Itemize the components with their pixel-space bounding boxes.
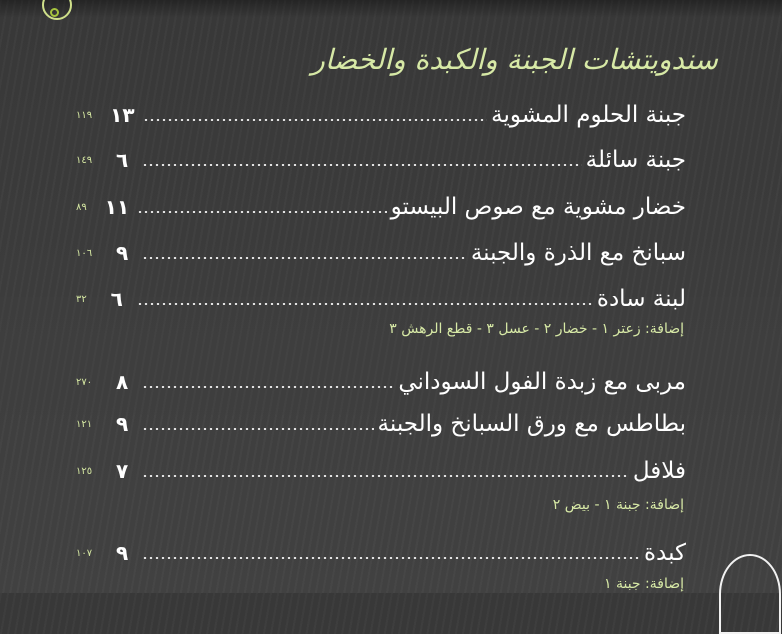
menu-item-price: ٩ bbox=[116, 412, 129, 436]
menu-item-price: ٧ bbox=[116, 459, 129, 483]
menu-item-row bbox=[76, 534, 686, 572]
menu-item-calories: ١٢١ bbox=[76, 418, 93, 430]
menu-item-row bbox=[76, 234, 686, 272]
menu-item-calories: ١٤٩ bbox=[76, 154, 93, 166]
menu-item-price: ٩ bbox=[116, 541, 129, 565]
menu-item-addons: إضافة: جبنة ١ - بيض ٢ bbox=[552, 497, 684, 513]
menu-item-price: ٦ bbox=[110, 287, 123, 311]
leader-dots bbox=[137, 211, 386, 213]
menu-item-row bbox=[76, 188, 686, 226]
menu-item-row bbox=[76, 405, 686, 443]
leader-dots bbox=[142, 428, 373, 430]
menu-item-calories: ٨٩ bbox=[76, 201, 87, 213]
leader-dots bbox=[142, 557, 640, 559]
decorative-arc bbox=[719, 554, 781, 634]
menu-item-row bbox=[76, 141, 686, 179]
menu-item-row bbox=[76, 96, 686, 134]
leader-dots bbox=[137, 303, 593, 305]
leader-dots bbox=[143, 119, 488, 121]
menu-item-name: جبنة الحلوم المشوية bbox=[491, 102, 686, 128]
leader-dots bbox=[142, 257, 467, 259]
menu-item-name: لبنة سادة bbox=[596, 286, 686, 312]
menu-item-price: ١٣ bbox=[110, 103, 135, 127]
menu-item-calories: ١١٩ bbox=[76, 109, 93, 121]
menu-item-price: ٦ bbox=[116, 148, 129, 172]
menu-item-name: سبانخ مع الذرة والجبنة bbox=[470, 240, 686, 266]
menu-item-name: فلافل bbox=[632, 458, 686, 484]
menu-item-price: ١١ bbox=[104, 195, 130, 219]
menu-item-calories: ١٢٥ bbox=[76, 465, 93, 477]
menu-item-calories: ٣٢ bbox=[76, 293, 87, 305]
menu-item-price: ٨ bbox=[116, 370, 129, 394]
menu-item-calories: ٢٧٠ bbox=[76, 376, 93, 388]
menu-item-addons: إضافة: جبنة ١ bbox=[604, 576, 684, 592]
menu-item-name: جبنة سائلة bbox=[585, 147, 686, 173]
leader-dots bbox=[142, 386, 394, 388]
leader-dots bbox=[142, 164, 582, 166]
menu-item-price: ٩ bbox=[116, 241, 129, 265]
menu-item-name: كبدة bbox=[643, 540, 686, 566]
logo-dot-icon bbox=[50, 8, 59, 17]
menu-item-name: مربى مع زبدة الفول السوداني bbox=[398, 369, 686, 395]
menu-item-row bbox=[76, 452, 686, 490]
menu-item-addons: إضافة: زعتر ١ - خضار ٢ - عسل ٣ - قطع الرهش ٣ bbox=[389, 321, 684, 337]
top-band bbox=[0, 0, 782, 18]
menu-item-name: خضار مشوية مع صوص البيستو bbox=[390, 194, 686, 220]
leader-dots bbox=[142, 475, 629, 477]
menu-item-calories: ١٠٧ bbox=[76, 547, 93, 559]
menu-item-row bbox=[76, 363, 686, 401]
menu-item-name: بطاطس مع ورق السبانخ والجبنة bbox=[377, 411, 686, 437]
menu-item-row bbox=[76, 280, 686, 318]
menu-item-calories: ١٠٦ bbox=[76, 247, 93, 259]
menu-title: سندويتشات الجبنة والكبدة والخضار bbox=[311, 43, 718, 76]
